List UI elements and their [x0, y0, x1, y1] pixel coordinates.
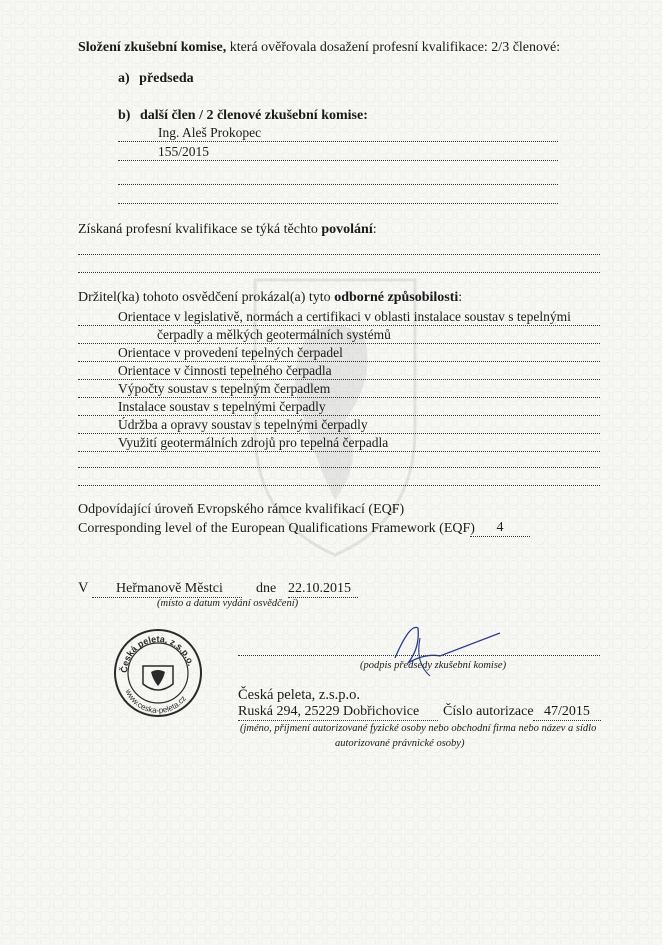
signature-label: (podpis předsedy zkušební komise): [360, 660, 507, 671]
blank-line: [118, 184, 558, 185]
competency-line: [78, 399, 600, 416]
authorization-number: 47/2015: [533, 704, 601, 721]
blank-line: [78, 467, 600, 468]
eqf-line-en: Corresponding level of the European Qualifications Framework (EQF): [78, 521, 475, 536]
signature-line: [238, 655, 600, 656]
signature-scribble: [380, 618, 510, 688]
place-date-note: (místo a datum vydání osvědčení): [157, 598, 299, 609]
commission-intro-rest: která ověřovala dosažení profesní kvalifikace: 2/3 členové:: [226, 40, 561, 55]
commission-intro: [78, 40, 560, 56]
item-a-text: předseda: [139, 71, 194, 86]
competency-line: [78, 381, 600, 398]
competency-item: Orientace v provedení tepelných čerpadel: [118, 345, 343, 360]
item-a-label: a): [118, 71, 130, 86]
item-a: [118, 71, 194, 87]
place-value: Heřmanově Městci: [116, 581, 223, 596]
blank-line: [78, 485, 600, 486]
authority-address: Ruská 294, 25229 Dobřichovice: [238, 704, 438, 721]
authority-note-2: autorizované právnické osoby): [335, 738, 465, 749]
competency-item: Využití geotermálních zdrojů pro tepelná čerpadla: [118, 435, 389, 450]
eqf-line-cz: Odpovídající úroveň Evropského rámce kvalifikací (EQF): [78, 502, 405, 517]
item-b-label: b): [118, 108, 131, 123]
competency-item: Údržba a opravy soustav s tepelnými čerpadly: [118, 417, 368, 432]
item-b: [118, 108, 368, 124]
eqf-level: 4: [470, 520, 530, 537]
profession-bold: povolání: [321, 222, 373, 237]
item-b-text: další člen / 2 členové zkušební komise:: [139, 108, 368, 123]
competency-item: Orientace v legislativě, normách a certifikaci v oblasti instalace soustav s tepelnými: [118, 309, 571, 324]
date-value: 22.10.2015: [288, 581, 358, 598]
member-number-line: [118, 144, 558, 161]
authority-note-1: (jméno, příjmení autorizované fyzické osoby nebo obchodní firma nebo název a sídlo: [240, 723, 597, 734]
blank-line: [118, 203, 558, 204]
authority-name: Česká peleta, z.s.p.o.: [238, 687, 361, 703]
competency-line: [78, 345, 600, 362]
commission-intro-bold: Složení zkušební komise,: [78, 40, 227, 55]
profession-colon: :: [372, 222, 377, 237]
competency-item: Instalace soustav s tepelnými čerpadly: [118, 399, 326, 414]
stamp-top-text: Česká peleta, z.s.p.o.: [118, 633, 197, 674]
place-prefix: V: [78, 580, 89, 596]
competency-line: [78, 417, 600, 434]
profession-text: Získaná profesní kvalifikace se týká těchto: [78, 222, 322, 237]
competencies-colon: :: [458, 290, 463, 305]
competencies-bold: odborné způsobilosti: [334, 290, 459, 305]
stamp: [113, 628, 203, 718]
competency-item: čerpadly a mělkých geotermálních systémů: [157, 327, 391, 342]
date-label: dne: [256, 581, 277, 596]
competency-line: [78, 309, 600, 326]
profession-heading: [78, 222, 377, 238]
stamp-bottom-text: www.ceska-peleta.cz: [123, 687, 188, 716]
blank-line: [78, 254, 600, 255]
place-line: [92, 581, 242, 598]
member-name: Ing. Aleš Prokopec: [158, 125, 262, 140]
authorization-label: Číslo autorizace: [443, 704, 534, 719]
member-number: 155/2015: [158, 144, 210, 159]
competency-item: Orientace v činnosti tepelného čerpadla: [118, 363, 332, 378]
blank-line: [78, 272, 600, 273]
competencies-heading: [78, 290, 462, 306]
member-name-line: [118, 125, 558, 142]
competency-line: [78, 363, 600, 380]
competency-item: Výpočty soustav s tepelným čerpadlem: [118, 381, 331, 396]
competencies-text: Držitel(ka) tohoto osvědčení prokázal(a) tyto: [78, 290, 335, 305]
competency-line: [78, 327, 600, 344]
competency-line: [78, 435, 600, 452]
